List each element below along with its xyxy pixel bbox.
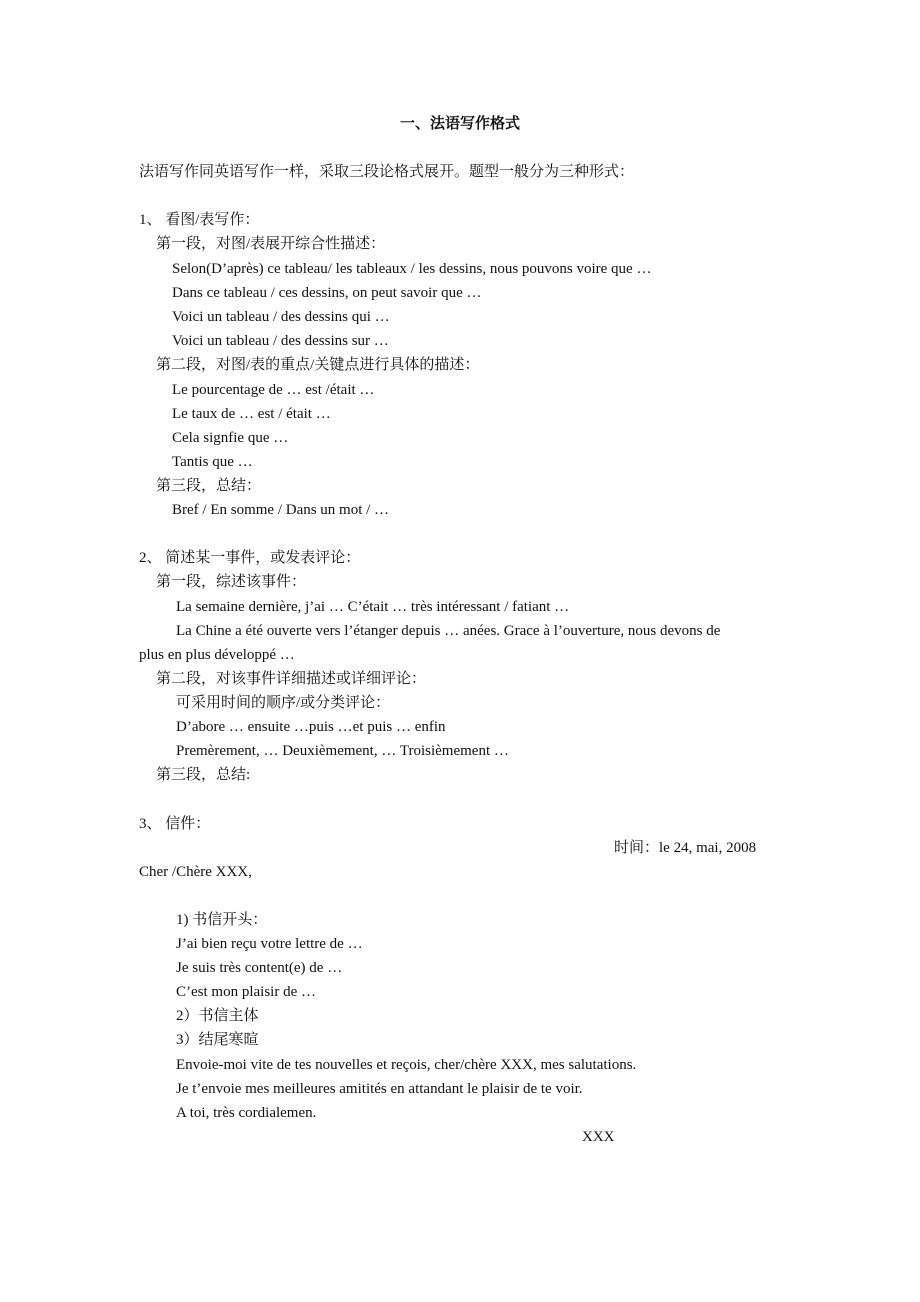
section1-para2-line: Cela signfie que …	[172, 430, 289, 446]
section2-para1-line: plus en plus développé …	[139, 647, 295, 663]
section2-para1-line: La semaine dernière, j’ai … C’était … très intéressant / fatiant …	[176, 599, 570, 615]
section3-heading: 3、 信件：	[139, 816, 211, 832]
section2-para2-line: Premèrement, … Deuxièmement, … Troisièmement …	[176, 743, 509, 759]
section1-para1-line: Selon(D’après) ce tableau/ les tableaux / les dessins, nous pouvons voire que …	[172, 261, 652, 277]
section1-para1-line: Dans ce tableau / ces dessins, on peut savoir que …	[172, 285, 482, 301]
section2-para3-label: 第三段，总结:	[156, 767, 251, 783]
section2-para2-line: D’abore … ensuite …puis …et puis … enfin	[176, 719, 446, 735]
letter-item: 2）书信主体	[176, 1008, 259, 1024]
letter-item: Envoie-moi vite de tes nouvelles et reçois, cher/chère XXX, mes salutations.	[176, 1057, 637, 1073]
letter-item: Je suis très content(e) de …	[176, 960, 343, 976]
section1-para1-line: Voici un tableau / des dessins sur …	[172, 333, 389, 349]
letter-greeting: Cher /Chère XXX,	[139, 864, 252, 880]
section1-para3-label: 第三段，总结：	[156, 478, 262, 494]
section1-para2-line: Tantis que …	[172, 454, 253, 470]
letter-item: Je t’envoie mes meilleures amitités en attandant le plaisir de te voir.	[176, 1081, 583, 1097]
section1-heading: 1、 看图/表写作：	[139, 212, 260, 228]
letter-item: A toi, très cordialemen.	[176, 1105, 317, 1121]
letter-item: 3）结尾寒暄	[176, 1032, 259, 1048]
section2-para2-label: 第二段，对该事件详细描述或详细评论：	[156, 671, 427, 687]
document-title: 一、法语写作格式	[399, 116, 520, 132]
section1-para1-line: Voici un tableau / des dessins qui …	[172, 309, 390, 325]
section2-heading: 2、 简述某一事件，或发表评论：	[139, 550, 361, 566]
letter-signature: XXX	[582, 1129, 615, 1145]
letter-item: J’ai bien reçu votre lettre de …	[176, 936, 363, 952]
section1-para1-label: 第一段，对图/表展开综合性描述：	[156, 236, 386, 252]
section2-para1-line: La Chine a été ouverte vers l’étanger depuis … anées. Grace à l’ouverture, nous devons de	[176, 623, 721, 639]
section1-para2-line: Le taux de … est / était …	[172, 406, 331, 422]
letter-date: 时间：le 24, mai, 2008	[614, 840, 757, 856]
letter-item: C’est mon plaisir de …	[176, 984, 316, 1000]
section1-para3-line: Bref / En somme / Dans un mot / …	[172, 502, 390, 518]
letter-item: 1) 书信开头：	[176, 912, 268, 928]
section1-para2-line: Le pourcentage de … est /était …	[172, 382, 375, 398]
section2-para1-label: 第一段，综述该事件：	[156, 574, 307, 590]
section1-para2-label: 第二段，对图/表的重点/关键点进行具体的描述：	[156, 357, 480, 373]
section2-para2-note: 可采用时间的顺序/或分类评论：	[176, 695, 391, 711]
intro-paragraph: 法语写作同英语写作一样，采取三段论格式展开。题型一般分为三种形式：	[139, 164, 635, 180]
